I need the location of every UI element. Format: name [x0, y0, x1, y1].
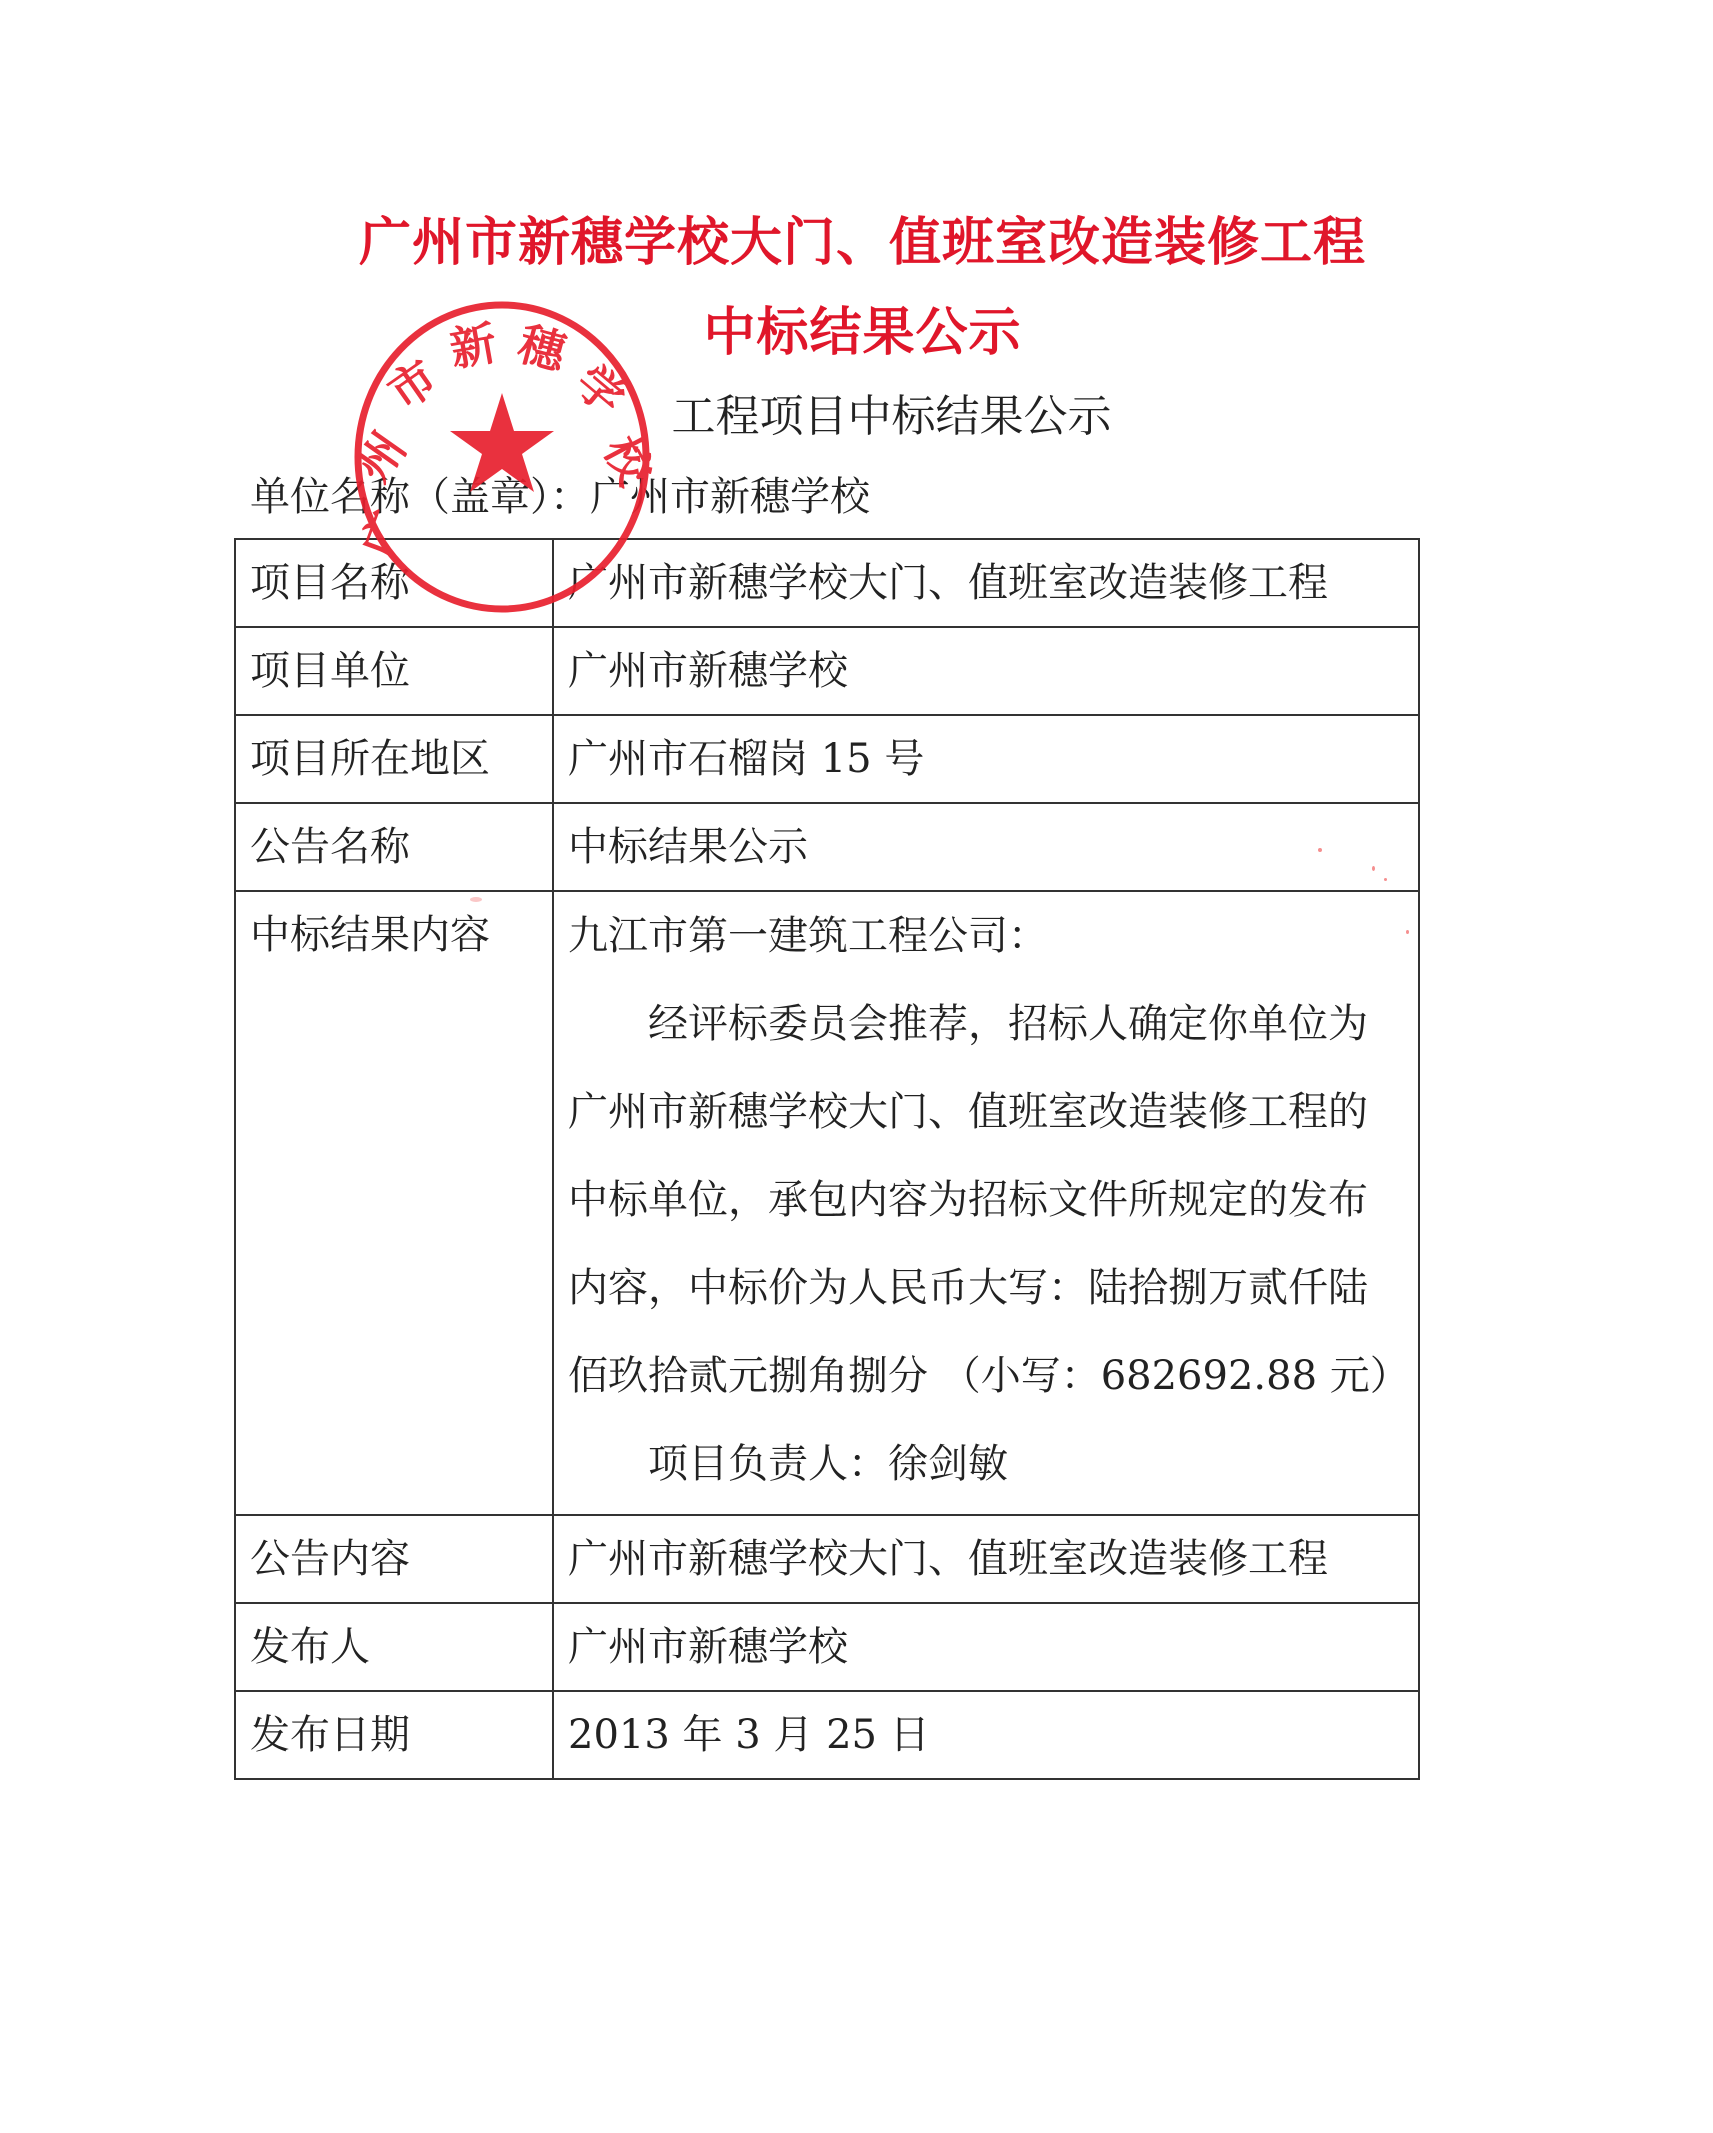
award-body: 经评标委员会推荐，招标人确定你单位为广州市新穗学校大门、值班室改造装修工程的中标单位，承包内容为招标文件所规定的发布内容，中标价为人民币大写：陆拾捌万贰仟陆佰玖拾贰元捌角捌分 （小写：682692.88 元）: [568, 1001, 1410, 1399]
row-label: 项目单位: [235, 627, 553, 715]
announcement-table: [234, 538, 1420, 1780]
ink-speck: [470, 897, 482, 902]
row-value: 2013 年 3 月 25 日: [553, 1691, 1419, 1779]
row-value: 广州市新穗学校大门、值班室改造装修工程: [553, 1515, 1419, 1603]
table-row: [235, 1515, 1419, 1603]
row-value: 广州市新穗学校大门、值班室改造装修工程: [553, 539, 1419, 627]
row-label: 公告内容: [235, 1515, 553, 1603]
project-manager: 项目负责人：徐剑敏: [648, 1441, 1008, 1487]
ink-speck: [1384, 878, 1387, 881]
document-subtitle-red: 中标结果公示: [703, 303, 1022, 363]
row-label: 项目所在地区: [235, 715, 553, 803]
table-row: [235, 891, 1419, 1515]
document-title: 广州市新穗学校大门、值班室改造装修工程: [358, 213, 1366, 273]
row-label: 发布人: [235, 1603, 553, 1691]
svg-text:市: 市: [378, 349, 448, 421]
row-label: 中标结果内容: [235, 891, 553, 1515]
table-row: [235, 803, 1419, 891]
svg-text:校: 校: [593, 427, 663, 494]
form-heading: 工程项目中标结果公示: [671, 391, 1112, 442]
ink-speck: [1372, 866, 1375, 871]
svg-text:穗: 穗: [512, 316, 572, 381]
row-value: 广州市新穗学校: [553, 627, 1419, 715]
ink-speck: [1318, 848, 1322, 852]
svg-text:广: 广: [351, 503, 419, 566]
unit-name-label: 单位名称（盖章）：: [250, 474, 590, 520]
official-seal: [345, 298, 663, 616]
row-label: 项目名称: [235, 539, 553, 627]
row-label: 公告名称: [235, 803, 553, 891]
row-value: 中标结果公示: [553, 803, 1419, 891]
svg-text:学: 学: [565, 354, 636, 426]
table-row: [235, 627, 1419, 715]
row-value: 广州市新穗学校: [553, 1603, 1419, 1691]
addressee: 九江市第一建筑工程公司：: [568, 913, 1048, 959]
row-label: 发布日期: [235, 1691, 553, 1779]
table-row: [235, 1691, 1419, 1779]
row-value: 广州市石榴岗 15 号: [553, 715, 1419, 803]
table-row: [235, 1603, 1419, 1691]
table-row: [235, 715, 1419, 803]
svg-text:州: 州: [345, 422, 417, 492]
ink-speck: [1406, 930, 1409, 934]
unit-name-value: 广州市新穗学校: [590, 474, 870, 520]
award-content-cell: [553, 891, 1419, 1515]
svg-text:新: 新: [445, 315, 501, 377]
